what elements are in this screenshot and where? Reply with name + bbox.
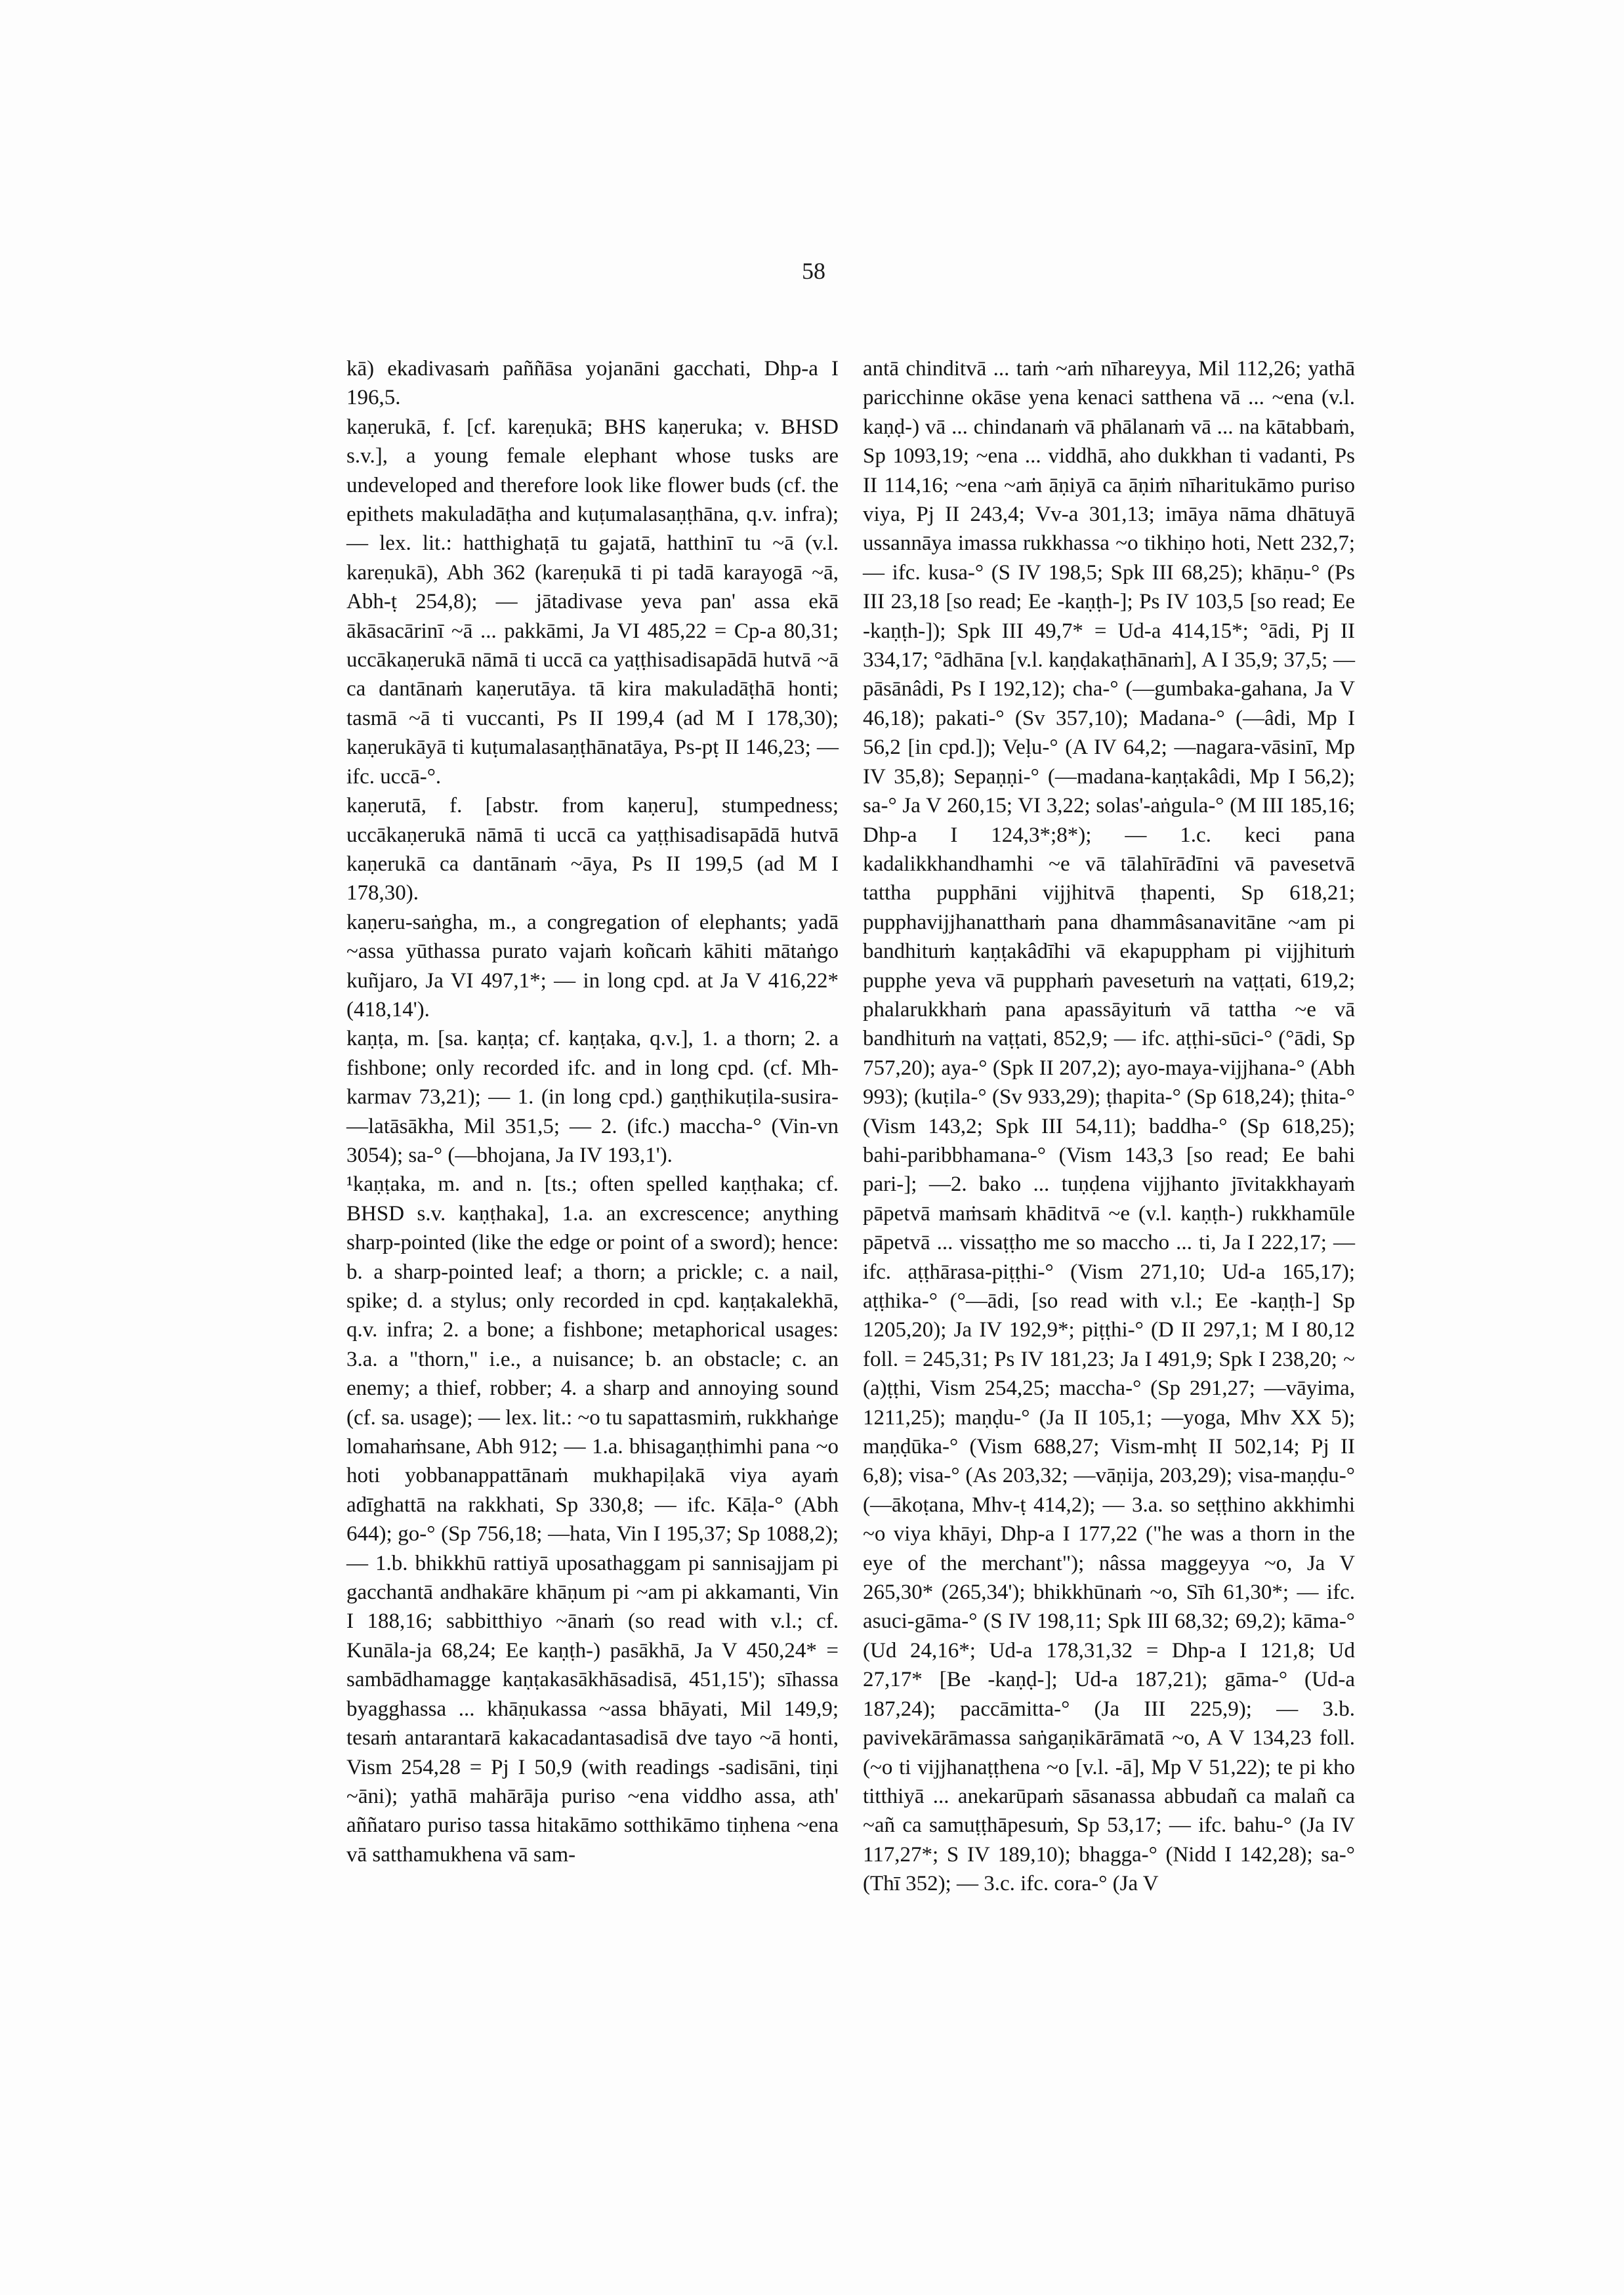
- left-column: [346, 354, 839, 1869]
- entry-kantaka-continuation: antā chinditvā ... taṁ ~aṁ nīhareyya, Mil 112,26; yathā paricchinne okāse yena kenaci satthena vā ... ~ena (v.l. kaṇḍ-) vā ... chindanaṁ vā phālanaṁ vā ... na kātabbaṁ, Sp 1093,19; ~ena ... viddhā, aho dukkhan ti vadanti, Ps II 114,16; ~ena ~aṁ āṇiyā ca āṇiṁ nīharitukāmo puriso viya, Pj II 243,4; Vv-a 301,13; imāya nāma dhātuyā ussannāya imassa rukkhassa ~o tikhiṇo hoti, Nett 232,7; — ifc. kusa-° (S IV 198,5; Spk III 68,25); khāṇu-° (Ps III 23,18 [so read; Ee -kaṇṭh-]; Ps IV 103,5 [so read; Ee -kaṇṭh-]); Spk III 49,7* = Ud-a 414,15*; °ādi, Pj II 334,17; °ādhāna [v.l. kaṇḍakaṭhānaṁ], A I 35,9; 37,5; —pāsānâdi, Ps I 192,12); cha-° (—gumbaka-gahana, Ja V 46,18); pakati-° (Sv 357,10); Madana-° (—âdi, Mp I 56,2 [in cpd.]); Veḷu-° (A IV 64,2; —nagara-vāsinī, Mp IV 35,8); Sepaṇṇi-° (—madana-kaṇṭakâdi, Mp I 56,2); sa-° Ja V 260,15; VI 3,22; solas'-aṅgula-° (M III 185,16; Dhp-a I 124,3*;8*); — 1.c. keci pana kadalikkhandhamhi ~e vā tālahīrādīni vā pavesetvā tattha pupphāni vijjhitvā ṭhapenti, Sp 618,21; pupphavijjhanatthaṁ pana dhammâsanavitāne ~am pi bandhituṁ kaṇṭakâdīhi vā ekapuppham pi vijjhituṁ pupphe yeva vā pupphaṁ pavesetuṁ na vaṭṭati, 619,2; phalarukkhaṁ pana apassāyituṁ vā tattha ~e vā bandhituṁ na vaṭṭati, 852,9; — ifc. aṭṭhi-sūci-° (°ādi, Sp 757,20); aya-° (Spk II 207,2); ayo-maya-vijjhana-° (Abh 993); (kuṭila-° (Sv 933,29); ṭhapita-° (Sp 618,24); ṭhita-° (Vism 143,2; Spk III 54,11); baddha-° (Sp 618,25); bahi-paribbhamana-° (Vism 143,3 [so read; Ee bahi pari-]; —2. bako ... tuṇḍena vijjhanto jīvitakkhayaṁ pāpetvā maṁsaṁ khāditvā ~e (v.l. kaṇṭh-) rukkhamūle pāpetvā ... vissaṭṭho me so maccho ... ti, Ja I 222,17; — ifc. aṭṭhārasa-piṭṭhi-° (Vism 271,10; Ud-a 165,17); aṭṭhika-° (°—ādi, [so read with v.l.; Ee -kaṇṭh-] Sp 1205,20); Ja IV 192,9*; piṭṭhi-° (D II 297,1; M I 80,12 foll. = 245,31; Ps IV 181,23; Ja I 491,9; Spk I 238,20; ~(a)ṭṭhi, Vism 254,25; maccha-° (Sp 291,27; —vāyima, 1211,25); maṇḍu-° (Ja II 105,1; —yoga, Mhv XX 5); maṇḍūka-° (Vism 688,27; Vism-mhṭ II 502,14; Pj II 6,8); visa-° (As 203,32; —vāṇija, 203,29); visa-maṇḍu-° (—ākoṭana, Mhv-ṭ 414,2); — 3.a. so seṭṭhino akkhimhi ~o viya khāyi, Dhp-a I 177,22 ("he was a thorn in the eye of the merchant"); nâssa maggeyya ~o, Ja V 265,30* (265,34'); bhikkhūnaṁ ~o, Sīh 61,30*; — ifc. asuci-gāma-° (S IV 198,11; Spk III 68,32; 69,2); kāma-° (Ud 24,16*; Ud-a 178,31,32 = Dhp-a I 121,8; Ud 27,17* [Be -kaṇḍ-]; Ud-a 187,21); gāma-° (Ud-a 187,24); paccāmitta-° (Ja III 225,9); — 3.b. pavivekārāmassa saṅgaṇikārāmatā ~o, A V 134,23 foll. (~o ti vijjhanaṭṭhena ~o [v.l. -ā], Mp V 51,22); te pi kho titthiyā ... anekarūpaṁ sāsanassa abbudañ ca malañ ca ~añ ca samuṭṭhāpesuṁ, Sp 53,17; — ifc. bahu-° (Ja IV 117,27*; S IV 189,10); bhagga-° (Nidd I 142,28); sa-° (Thī 352); — 3.c. ifc. cora-° (Ja V: [863, 357, 1355, 1896]
- entry-kantaka: ¹kaṇṭaka, m. and n. [ts.; often spelled kaṇṭhaka; cf. BHSD s.v. kaṇṭhaka], 1.a. an excrescence; anything sharp-pointed (like the edge or point of a sword); hence: b. a sharp-pointed leaf; a thorn; a prickle; c. a nail, spike; d. a stylus; only recorded in cpd. kaṇṭakalekhā, q.v. infra; 2. a bone; a fishbone; metaphorical usages: 3.a. a "thorn," i.e., a nuisance; b. an obstacle; c. an enemy; a thief, robber; 4. a sharp and annoying sound (cf. sa. usage); — lex. lit.: ~o tu sapattasmiṁ, rukkhaṅge lomahaṁsane, Abh 912; — 1.a. bhisagaṇṭhimhi pana ~o hoti yobbanappattānaṁ mukhapiḷakā viya ayaṁ adīghattā na rakkhati, Sp 330,8; — ifc. Kāḷa-° (Abh 644); go-° (Sp 756,18; —hata, Vin I 195,37; Sp 1088,2); — 1.b. bhikkhū rattiyā uposathaggam pi sannisajjam pi gacchantā andhakāre khāṇum pi ~am pi akkamanti, Vin I 188,16; sabbitthiyo ~ānaṁ (so read with v.l.; cf. Kunāla-ja 68,24; Ee kaṇṭh-) pasākhā, Ja V 450,24* = sambādhamagge kaṇṭakasākhāsadisā, 451,15'); sīhassa byagghassa ... khāṇukassa ~assa bhāyati, Mil 149,9; tesaṁ antarantarā kakacadantasadisā dve tayo ~ā honti, Vism 254,28 = Pj I 50,9 (with readings -sadisāni, tiṇi ~āni); yathā mahārāja puriso ~ena viddho assa, ath' aññataro puriso tassa hitakāmo sotthikāmo tiṇhena ~ena vā satthamukhena vā sam-: [346, 1172, 839, 1867]
- right-column: [863, 354, 1355, 1899]
- entry-kanerukaa: kaṇerukā, f. [cf. kareṇukā; BHS kaṇeruka; v. BHSD s.v.], a young female elephant whose tusks are undeveloped and therefore look like flower buds (cf. the epithets makuladāṭha and kuṭumalasaṇṭhāna, q.v. infra); — lex. lit.: hatthighaṭā tu gajatā, hatthinī tu ~ā (v.l. kareṇukā), Abh 362 (kareṇukā ti pi tadā karayogā ~ā, Abh-ṭ 254,8); — jātadivase yeva pan' assa ekā ākāsacārinī ~ā ... pakkāmi, Ja VI 485,22 = Cp-a 80,31; uccākaṇerukā nāmā ti uccā ca yaṭṭhisadisapādā hutvā ~ā ca dantānaṁ kaṇerutāya. tā kira makuladāṭhā honti; tasmā ~ā ti vuccanti, Ps II 199,4 (ad M I 178,30); kaṇerukāyā ti kuṭumalasaṇṭhānatāya, Ps-pṭ II 146,23; — ifc. uccā-°.: [346, 415, 839, 789]
- entry-continuation: kā) ekadivasaṁ paññāsa yojanāni gacchati, Dhp-a I 196,5.: [346, 357, 839, 410]
- entry-kanerutaa: kaṇerutā, f. [abstr. from kaṇeru], stumpedness; uccākaṇerukā nāmā ti uccā ca yaṭṭhisadisapādā hutvā kaṇerukā ca dantānaṁ ~āya, Ps II 199,5 (ad M I 178,30).: [346, 794, 839, 905]
- entry-kaneru-sangha: kaṇeru-saṅgha, m., a congregation of elephants; yadā ~assa yūthassa purato vajaṁ koñcaṁ kāhiti mātaṅgo kuñjaro, Ja VI 497,1*; — in long cpd. at Ja V 416,22* (418,14').: [346, 910, 839, 1022]
- entry-kanta: kaṇṭa, m. [sa. kaṇṭa; cf. kaṇṭaka, q.v.], 1. a thorn; 2. a fishbone; only recorded ifc. and in long cpd. (cf. Mh-karmav 73,21); — 1. (in long cpd.) gaṇṭhikuṭila-susira-—latāsākha, Mil 351,5; — 2. (ifc.) maccha-° (Vin-vn 3054); sa-° (—bhojana, Ja IV 193,1').: [346, 1027, 839, 1167]
- page-number: 58: [802, 258, 825, 284]
